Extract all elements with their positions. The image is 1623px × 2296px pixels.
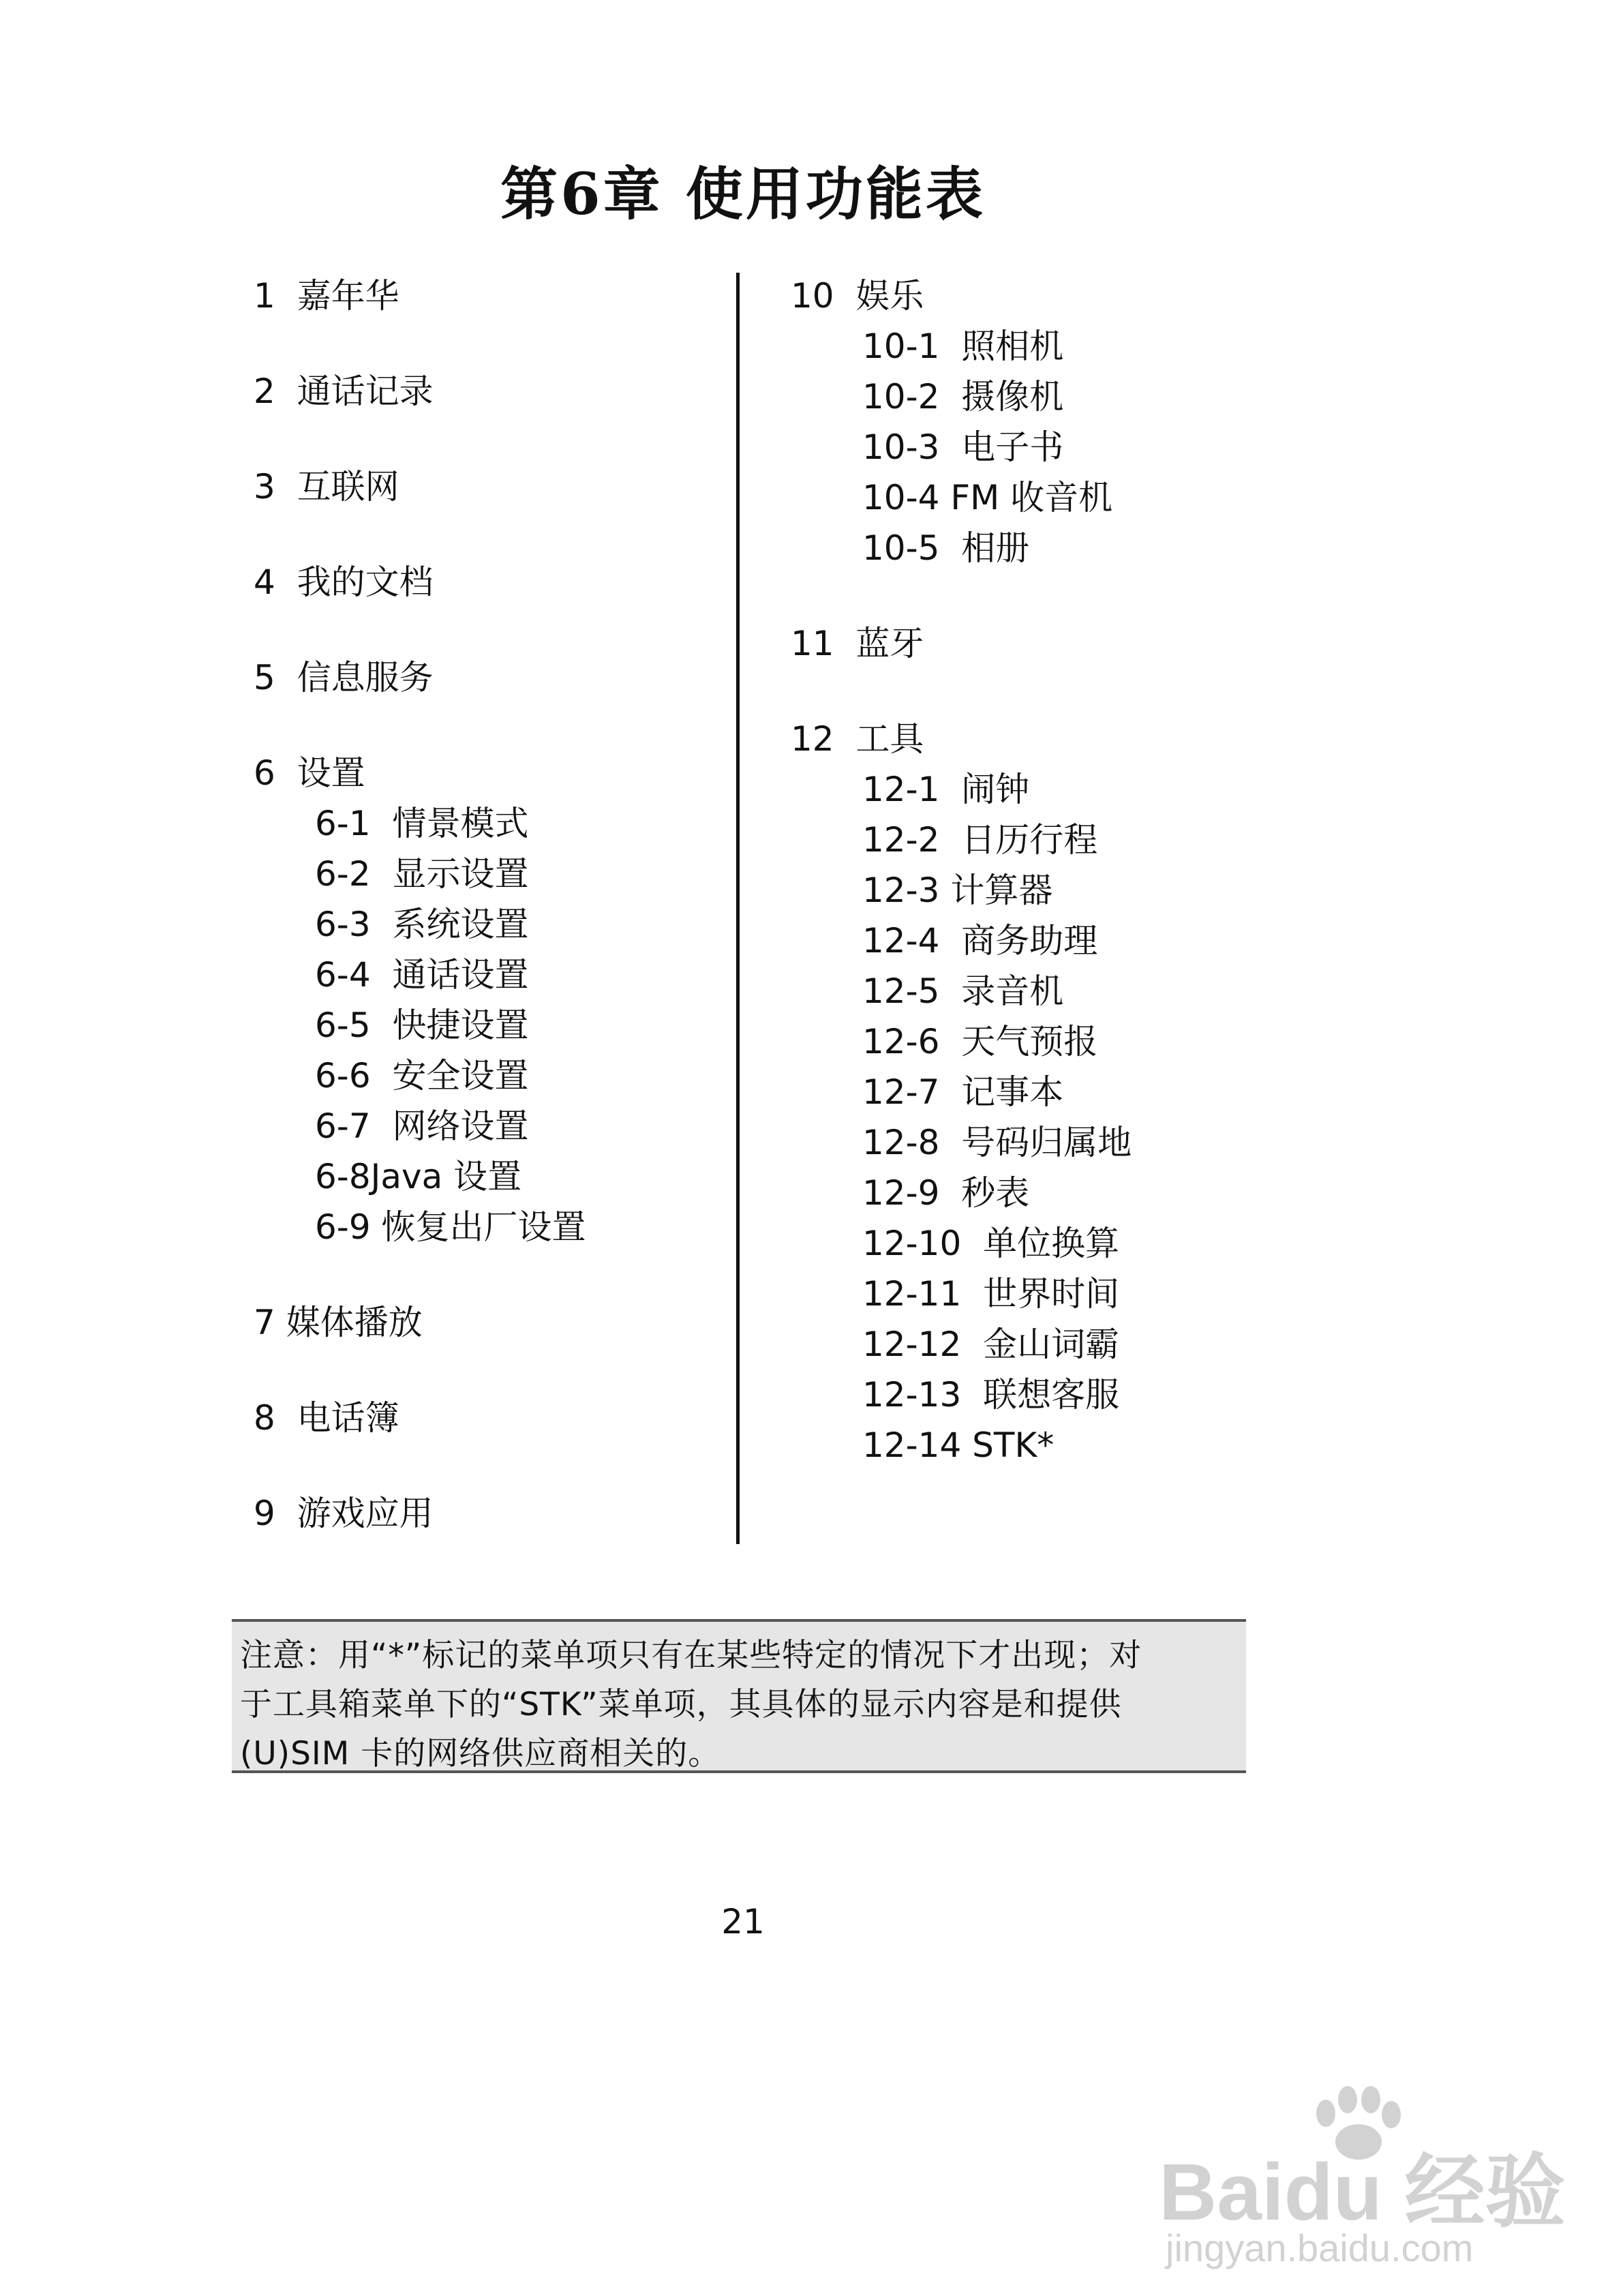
spacer [254, 703, 717, 748]
chapter-title: 第6章 使用功能表 [500, 160, 986, 228]
submenu-item: 12-1 闹钟 [862, 770, 1030, 809]
submenu-item: 12-5 录音机 [862, 971, 1064, 1011]
menu-item: 8 电话簿 [254, 1398, 399, 1438]
submenu-item: 12-10 单位换算 [862, 1224, 1120, 1263]
spacer [254, 512, 717, 557]
spacer [254, 417, 717, 462]
submenu-item: 12-2 日历行程 [862, 820, 1098, 860]
submenu-item: 10-5 相册 [862, 528, 1030, 568]
submenu-item: 6-4 通话设置 [315, 955, 529, 995]
column-divider [736, 273, 740, 1544]
submenu-item: 12-6 天气预报 [862, 1022, 1098, 1061]
menu-list-right [791, 271, 1309, 1470]
submenu-item: 6-9 恢复出厂设置 [315, 1207, 586, 1247]
menu-item: 1 嘉年华 [254, 276, 399, 316]
submenu-item: 6-7 网络设置 [315, 1106, 529, 1146]
note-line: (U)SIM 卡的网络供应商相关的。 [240, 1735, 721, 1772]
submenu-item: 12-13 联想客服 [862, 1375, 1120, 1415]
watermark-url: jingyan.baidu.com [1166, 2226, 1474, 2269]
menu-item: 9 游戏应用 [254, 1494, 434, 1533]
spacer [254, 1443, 717, 1488]
note-line: 于工具箱菜单下的“STK”菜单项，其具体的显示内容是和提供 [240, 1686, 1122, 1723]
submenu-item: 12-3 计算器 [862, 871, 1053, 910]
note-box [232, 1619, 1246, 1773]
spacer [791, 669, 1309, 714]
submenu-item: 6-8Java 设置 [315, 1157, 522, 1196]
menu-item: 7 媒体播放 [254, 1303, 423, 1342]
submenu-item: 12-12 金山词霸 [862, 1325, 1120, 1364]
submenu-item: 6-3 系统设置 [315, 905, 529, 944]
submenu-item: 12-7 记事本 [862, 1072, 1064, 1112]
submenu-item: 12-4 商务助理 [862, 921, 1098, 961]
note-line: 注意：用“*”标记的菜单项只有在某些特定的情况下才出现；对 [240, 1637, 1142, 1674]
spacer [791, 573, 1309, 618]
submenu-item: 10-2 摄像机 [862, 377, 1064, 417]
menu-item: 4 我的文档 [254, 562, 434, 602]
submenu-item: 12-8 号码归属地 [862, 1123, 1132, 1162]
menu-item: 11 蓝牙 [791, 624, 924, 663]
submenu-item: 6-6 安全设置 [315, 1056, 529, 1096]
spacer [254, 1252, 717, 1297]
watermark-logo: Baidu 经验 [1159, 2147, 1566, 2237]
menu-list-left [254, 271, 717, 1539]
page-number: 21 [721, 1902, 765, 1942]
submenu-item: 12-14 STK* [862, 1425, 1055, 1465]
submenu-item: 6-1 情景模式 [315, 804, 529, 843]
menu-item: 2 通话记录 [254, 372, 434, 411]
spacer [254, 321, 717, 366]
submenu-item: 12-11 世界时间 [862, 1274, 1120, 1314]
menu-item: 6 设置 [254, 753, 365, 793]
spacer [254, 607, 717, 652]
menu-item: 3 互联网 [254, 467, 399, 507]
submenu-item: 10-4 FM 收音机 [862, 478, 1113, 517]
submenu-item: 6-2 显示设置 [315, 854, 529, 894]
menu-item: 5 信息服务 [254, 658, 434, 697]
spacer [254, 1348, 717, 1393]
baidu-watermark [1152, 2127, 1588, 2269]
submenu-item: 10-3 电子书 [862, 427, 1064, 467]
submenu-item: 6-5 快捷设置 [315, 1006, 529, 1045]
menu-item: 10 娱乐 [791, 276, 924, 316]
submenu-item: 12-9 秒表 [862, 1173, 1030, 1213]
menu-item: 12 工具 [791, 719, 924, 759]
submenu-item: 10-1 照相机 [862, 327, 1064, 366]
